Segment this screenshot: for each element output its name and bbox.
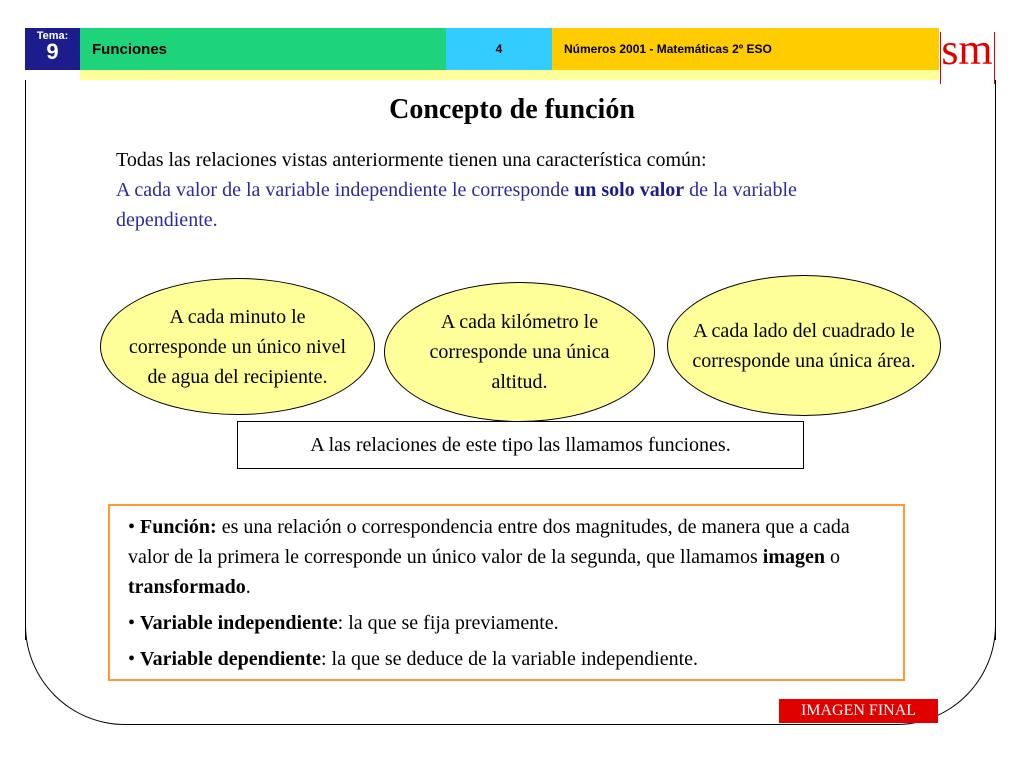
rule-bold: un solo valor [574,179,685,201]
indep-text: : la que se fija previamente. [337,612,559,634]
rule-part1: A cada valor de la variable independiente le corresponde [116,179,575,201]
header-bar [25,28,939,70]
page-number: 4 [446,28,552,70]
definitions-box [108,504,905,681]
tema-label: Tema: [36,30,69,42]
tema-number: 9 [46,39,59,64]
section-title: Funciones [80,28,446,70]
slide-title: Concepto de función [389,94,635,125]
or-word: o [825,546,840,568]
example-ellipse-area [667,275,941,416]
intro-line: Todas las relaciones vistas anteriormente tienen una característica común: [116,149,707,171]
imagen-term: imagen [762,546,825,568]
intro-text [116,145,896,235]
frame-right-line [995,80,996,640]
indep-term: Variable independiente [140,612,338,634]
funcion-term: Función: [140,516,217,538]
header-strip [80,70,939,80]
rule-part2: de la variable dependiente. [116,179,797,231]
dep-text: : la que se deduce de la variable independiente. [320,648,699,670]
bullet: • [128,612,141,634]
example-ellipse-water [100,278,375,415]
period: . [245,576,251,598]
definition-funcion [128,512,885,602]
publisher-logo [932,25,1002,88]
book-title: Números 2001 - Matemáticas 2º ESO [552,28,939,70]
final-image-button[interactable]: IMAGEN FINAL [779,699,938,723]
tema-badge [25,28,80,70]
logo-text: sm [941,25,993,74]
example-ellipse-altitude [384,282,655,422]
example-text: A cada minuto le corresponde un único nivel de agua del recipiente. [128,305,347,388]
definition-independent [128,608,885,638]
frame-bottom-line [134,724,887,725]
definition-dependent [128,644,885,674]
frame-left-line [25,80,26,640]
bullet: • [128,648,141,670]
dep-term: Variable dependiente [140,648,321,670]
conclusion-box: A las relaciones de este tipo las llamamos funciones. [237,421,804,469]
example-text: A cada lado del cuadrado le corresponde una única área. [692,319,916,372]
funcion-text: es una relación o correspondencia entre dos magnitudes, de manera que a cada valor de la primera le corresponde un único valor de la segunda, que llamamos [128,516,850,568]
bullet: • [128,516,141,538]
transformado-term: transformado [128,576,246,598]
example-text: A cada kilómetro le corresponde una única altitud. [429,311,610,393]
